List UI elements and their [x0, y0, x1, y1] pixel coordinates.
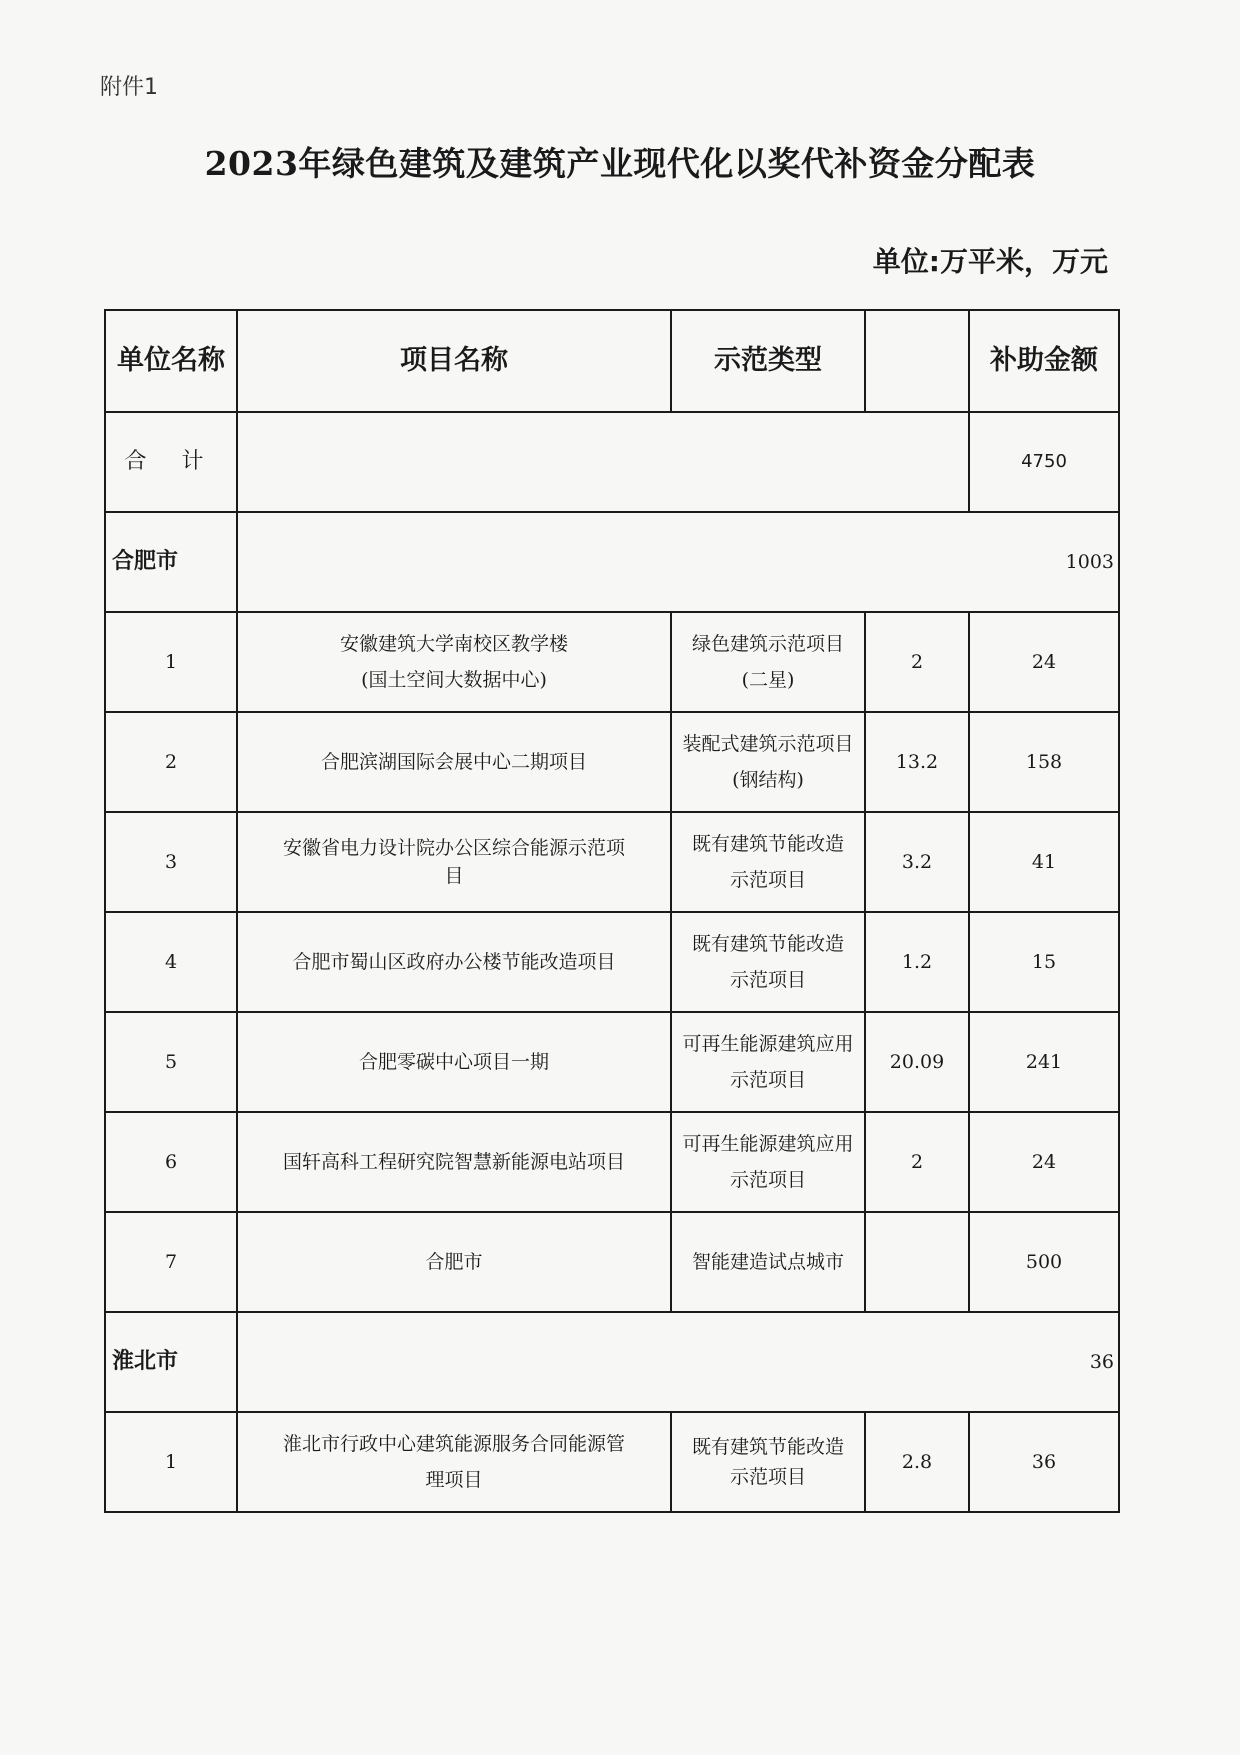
demo-type: 绿色建筑示范项目 (二星) [671, 612, 865, 712]
subsidy-value: 241 [969, 1012, 1119, 1112]
area-value: 2 [865, 612, 969, 712]
area-value: 20.09 [865, 1012, 969, 1112]
city-name: 淮北市 [105, 1312, 237, 1412]
row-number: 7 [105, 1212, 237, 1312]
header-project-name: 项目名称 [237, 310, 671, 412]
total-row [105, 412, 1119, 512]
row-number: 3 [105, 812, 237, 912]
page-title: 2023年绿色建筑及建筑产业现代化以奖代补资金分配表 [204, 144, 1036, 183]
row-number: 4 [105, 912, 237, 1012]
project-name: 安徽建筑大学南校区教学楼 (国土空间大数据中心) [237, 612, 671, 712]
allocation-table [104, 309, 1120, 1513]
demo-type: 可再生能源建筑应用 示范项目 [671, 1112, 865, 1212]
unit-note: 单位:万平米，万元 [872, 245, 1108, 278]
project-name: 安徽省电力设计院办公区综合能源示范项 目 [237, 812, 671, 912]
area-value: 2.8 [865, 1412, 969, 1512]
table-header-row [105, 310, 1119, 412]
row-number: 5 [105, 1012, 237, 1112]
area-value: 1.2 [865, 912, 969, 1012]
table-row [105, 712, 1119, 812]
project-name: 合肥市 [237, 1212, 671, 1312]
row-number: 2 [105, 712, 237, 812]
city-row [105, 512, 1119, 612]
project-name: 国轩高科工程研究院智慧新能源电站项目 [237, 1112, 671, 1212]
demo-type: 可再生能源建筑应用 示范项目 [671, 1012, 865, 1112]
table-row [105, 1212, 1119, 1312]
area-value: 3.2 [865, 812, 969, 912]
table-row [105, 1412, 1119, 1512]
project-name: 淮北市行政中心建筑能源服务合同能源管 理项目 [237, 1412, 671, 1512]
project-name: 合肥零碳中心项目一期 [237, 1012, 671, 1112]
total-amount: 4750 [969, 412, 1119, 512]
city-amount: 36 [237, 1312, 1119, 1412]
area-value: 13.2 [865, 712, 969, 812]
demo-type: 既有建筑节能改造 示范项目 [671, 912, 865, 1012]
subsidy-value: 15 [969, 912, 1119, 1012]
subsidy-value: 158 [969, 712, 1119, 812]
project-name: 合肥滨湖国际会展中心二期项目 [237, 712, 671, 812]
demo-type: 装配式建筑示范项目 (钢结构) [671, 712, 865, 812]
subsidy-value: 36 [969, 1412, 1119, 1512]
city-row [105, 1312, 1119, 1412]
row-number: 1 [105, 612, 237, 712]
attachment-label: 附件1 [100, 75, 158, 100]
total-label: 合 计 [105, 412, 237, 512]
subsidy-value: 41 [969, 812, 1119, 912]
table-row [105, 1112, 1119, 1212]
header-unit-name: 单位名称 [105, 310, 237, 412]
demo-type: 既有建筑节能改造 示范项目 [671, 1412, 865, 1512]
demo-type: 智能建造试点城市 [671, 1212, 865, 1312]
table-row [105, 812, 1119, 912]
row-number: 1 [105, 1412, 237, 1512]
header-area [865, 310, 969, 412]
subsidy-value: 24 [969, 612, 1119, 712]
city-name: 合肥市 [105, 512, 237, 612]
header-demo-type: 示范类型 [671, 310, 865, 412]
subsidy-value: 24 [969, 1112, 1119, 1212]
area-value: 2 [865, 1112, 969, 1212]
demo-type: 既有建筑节能改造 示范项目 [671, 812, 865, 912]
city-amount: 1003 [237, 512, 1119, 612]
subsidy-value: 500 [969, 1212, 1119, 1312]
table-row [105, 612, 1119, 712]
row-number: 6 [105, 1112, 237, 1212]
table-row [105, 1012, 1119, 1112]
total-empty [237, 412, 969, 512]
header-subsidy: 补助金额 [969, 310, 1119, 412]
area-value [865, 1212, 969, 1312]
table-row [105, 912, 1119, 1012]
project-name: 合肥市蜀山区政府办公楼节能改造项目 [237, 912, 671, 1012]
